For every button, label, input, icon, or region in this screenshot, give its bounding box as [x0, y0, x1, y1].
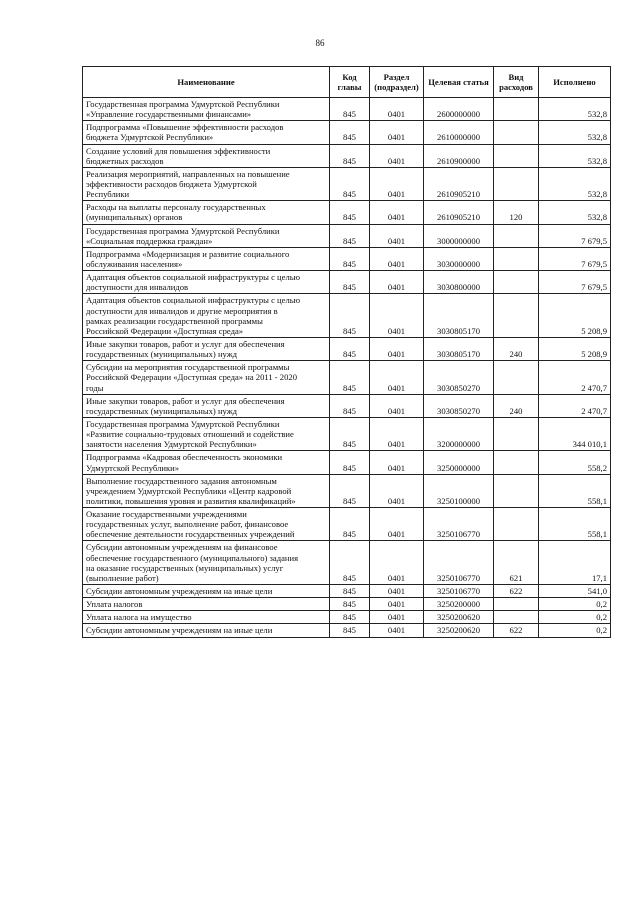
cell-section: 0401 — [370, 585, 424, 598]
cell-expense-type — [494, 417, 539, 450]
cell-target-article: 3030805170 — [424, 337, 494, 360]
table-body — [83, 98, 611, 638]
cell-name — [83, 294, 330, 338]
cell-executed: 532,8 — [539, 121, 611, 144]
cell-expense-type — [494, 451, 539, 474]
cell-chapter-code: 845 — [330, 294, 370, 338]
cell-chapter-code: 845 — [330, 508, 370, 541]
row-name-text: Уплата налога на имущество — [86, 612, 192, 623]
cell-executed: 7 679,5 — [539, 247, 611, 270]
table-row — [83, 247, 611, 270]
cell-section: 0401 — [370, 271, 424, 294]
table-row — [83, 611, 611, 624]
cell-expense-type — [494, 144, 539, 167]
cell-section: 0401 — [370, 224, 424, 247]
cell-executed: 0,2 — [539, 598, 611, 611]
table-row — [83, 144, 611, 167]
cell-executed: 7 679,5 — [539, 224, 611, 247]
cell-target-article: 3250100000 — [424, 474, 494, 507]
cell-target-article: 3250106770 — [424, 585, 494, 598]
page-number: 86 — [315, 38, 325, 48]
table-row — [83, 451, 611, 474]
cell-executed: 532,8 — [539, 167, 611, 200]
cell-target-article: 2610905210 — [424, 167, 494, 200]
cell-section: 0401 — [370, 541, 424, 585]
table-row — [83, 98, 611, 121]
table-row — [83, 394, 611, 417]
table-row — [83, 508, 611, 541]
cell-target-article: 2600000000 — [424, 98, 494, 121]
cell-expense-type: 120 — [494, 201, 539, 224]
cell-expense-type — [494, 611, 539, 624]
cell-expense-type — [494, 224, 539, 247]
cell-chapter-code: 845 — [330, 247, 370, 270]
cell-chapter-code: 845 — [330, 451, 370, 474]
cell-section: 0401 — [370, 474, 424, 507]
cell-section: 0401 — [370, 247, 424, 270]
cell-expense-type — [494, 98, 539, 121]
row-name-text: Субсидии автономным учреждениям на иные цели — [86, 625, 273, 636]
table-row — [83, 624, 611, 637]
cell-executed: 5 208,9 — [539, 337, 611, 360]
cell-section: 0401 — [370, 417, 424, 450]
table-row — [83, 361, 611, 394]
cell-target-article: 3000000000 — [424, 224, 494, 247]
cell-executed: 532,8 — [539, 144, 611, 167]
cell-chapter-code: 845 — [330, 224, 370, 247]
cell-target-article: 3250200620 — [424, 624, 494, 637]
cell-section: 0401 — [370, 624, 424, 637]
cell-name — [83, 598, 330, 611]
cell-chapter-code: 845 — [330, 598, 370, 611]
cell-target-article: 3030805170 — [424, 294, 494, 338]
cell-executed: 541,0 — [539, 585, 611, 598]
cell-executed: 17,1 — [539, 541, 611, 585]
cell-expense-type: 240 — [494, 337, 539, 360]
table-row — [83, 224, 611, 247]
cell-name — [83, 624, 330, 637]
cell-name — [83, 337, 330, 360]
cell-name — [83, 474, 330, 507]
header-expense-type: Вид расходов — [494, 67, 539, 98]
row-name-text: Субсидии автономным учреждениям на иные цели — [86, 586, 273, 597]
cell-executed: 558,1 — [539, 508, 611, 541]
row-name-text: Субсидии на мероприятия государственной программы Российской Федерации «Доступная среда» на 2011 - 2020 годы — [86, 362, 297, 393]
row-name-text: Иные закупки товаров, работ и услуг для обеспечения государственных (муниципальных) нужд — [86, 395, 285, 416]
header-section: Раздел (подраздел) — [370, 67, 424, 98]
cell-executed: 558,1 — [539, 474, 611, 507]
cell-name — [83, 361, 330, 394]
cell-section: 0401 — [370, 167, 424, 200]
cell-expense-type — [494, 121, 539, 144]
header-executed: Исполнено — [539, 67, 611, 98]
cell-chapter-code: 845 — [330, 394, 370, 417]
cell-expense-type: 240 — [494, 394, 539, 417]
cell-chapter-code: 845 — [330, 121, 370, 144]
cell-section: 0401 — [370, 598, 424, 611]
cell-target-article: 3250106770 — [424, 541, 494, 585]
table-row — [83, 201, 611, 224]
row-name-text: Подпрограмма «Кадровая обеспеченность экономики Удмуртской Республики» — [86, 452, 283, 473]
cell-name — [83, 224, 330, 247]
cell-section: 0401 — [370, 98, 424, 121]
cell-expense-type: 622 — [494, 624, 539, 637]
cell-name — [83, 144, 330, 167]
cell-chapter-code: 845 — [330, 167, 370, 200]
row-name-text: Государственная программа Удмуртской Республики «Социальная поддержка граждан» — [86, 225, 280, 246]
cell-executed: 0,2 — [539, 611, 611, 624]
cell-name — [83, 611, 330, 624]
cell-chapter-code: 845 — [330, 144, 370, 167]
cell-name — [83, 201, 330, 224]
table-row — [83, 541, 611, 585]
table-row — [83, 417, 611, 450]
row-name-text: Субсидии автономным учреждениям на финансовое обеспечение государственного (муниципального) задания на оказание государственных (муниципальных) услуг (выполнение работ) — [86, 542, 299, 583]
header-target-article: Целевая статья — [424, 67, 494, 98]
cell-expense-type — [494, 271, 539, 294]
cell-chapter-code: 845 — [330, 624, 370, 637]
cell-name — [83, 121, 330, 144]
cell-expense-type: 621 — [494, 541, 539, 585]
cell-chapter-code: 845 — [330, 541, 370, 585]
cell-expense-type — [494, 508, 539, 541]
cell-executed: 532,8 — [539, 98, 611, 121]
table-row — [83, 337, 611, 360]
row-name-text: Подпрограмма «Модернизация и развитие социального обслуживания населения» — [86, 248, 290, 269]
cell-target-article: 2610900000 — [424, 144, 494, 167]
cell-expense-type — [494, 361, 539, 394]
table-row — [83, 167, 611, 200]
cell-executed: 558,2 — [539, 451, 611, 474]
cell-chapter-code: 845 — [330, 271, 370, 294]
cell-expense-type — [494, 247, 539, 270]
cell-chapter-code: 845 — [330, 417, 370, 450]
cell-executed: 344 010,1 — [539, 417, 611, 450]
cell-section: 0401 — [370, 611, 424, 624]
cell-chapter-code: 845 — [330, 98, 370, 121]
cell-target-article: 3030850270 — [424, 361, 494, 394]
cell-section: 0401 — [370, 121, 424, 144]
cell-name — [83, 247, 330, 270]
cell-executed: 0,2 — [539, 624, 611, 637]
cell-chapter-code: 845 — [330, 361, 370, 394]
row-name-text: Расходы на выплаты персоналу государственных (муниципальных) органов — [86, 202, 266, 223]
table-row — [83, 294, 611, 338]
cell-section: 0401 — [370, 294, 424, 338]
cell-chapter-code: 845 — [330, 474, 370, 507]
row-name-text: Государственная программа Удмуртской Республики «Развитие социально-трудовых отношений и содействие занятости населения Удмуртской Республики» — [86, 418, 294, 450]
cell-expense-type — [494, 167, 539, 200]
cell-expense-type — [494, 294, 539, 338]
row-name-text: Адаптация объектов социальной инфраструктуры с целью доступности для инвалидов и другие мероприятия в рамках реализации государственной программы Российской Федерации «Доступная среда» — [86, 295, 301, 336]
cell-chapter-code: 845 — [330, 337, 370, 360]
row-name-text: Иные закупки товаров, работ и услуг для обеспечения государственных (муниципальных) нужд — [86, 338, 285, 360]
table-row — [83, 474, 611, 507]
row-name-text: Уплата налогов — [86, 599, 143, 610]
cell-name — [83, 451, 330, 474]
cell-chapter-code: 845 — [330, 201, 370, 224]
row-name-text: Создание условий для повышения эффективности бюджетных расходов — [86, 145, 271, 166]
cell-chapter-code: 845 — [330, 611, 370, 624]
row-name-text: Адаптация объектов социальной инфраструктуры с целью доступности для инвалидов — [86, 272, 301, 293]
cell-name — [83, 394, 330, 417]
row-name-text: Выполнение государственного задания автономным учреждением Удмуртской Республики «Центр кадровой политики, повышения уровня и развития квалификаций» — [86, 475, 296, 506]
cell-section: 0401 — [370, 361, 424, 394]
header-chapter-code: Код главы — [330, 67, 370, 98]
cell-section: 0401 — [370, 508, 424, 541]
cell-target-article: 3030000000 — [424, 247, 494, 270]
table-row — [83, 271, 611, 294]
cell-section: 0401 — [370, 337, 424, 360]
cell-executed: 2 470,7 — [539, 361, 611, 394]
cell-section: 0401 — [370, 144, 424, 167]
cell-expense-type: 622 — [494, 585, 539, 598]
cell-executed: 2 470,7 — [539, 394, 611, 417]
table-header-row — [83, 67, 611, 98]
cell-section: 0401 — [370, 451, 424, 474]
row-name-text: Государственная программа Удмуртской Республики «Управление государственными финансами» — [86, 99, 280, 120]
cell-target-article: 3250000000 — [424, 451, 494, 474]
cell-target-article: 3200000000 — [424, 417, 494, 450]
cell-target-article: 2610905210 — [424, 201, 494, 224]
cell-target-article: 3250200000 — [424, 598, 494, 611]
cell-name — [83, 271, 330, 294]
cell-name — [83, 417, 330, 450]
cell-name — [83, 508, 330, 541]
cell-executed: 532,8 — [539, 201, 611, 224]
table-row — [83, 121, 611, 144]
cell-section: 0401 — [370, 201, 424, 224]
row-name-text: Реализация мероприятий, направленных на повышение эффективности расходов бюджета Удмуртской Республики — [86, 168, 290, 200]
cell-target-article: 3030850270 — [424, 394, 494, 417]
cell-target-article: 3030800000 — [424, 271, 494, 294]
cell-target-article: 2610000000 — [424, 121, 494, 144]
cell-target-article: 3250200620 — [424, 611, 494, 624]
table-row — [83, 585, 611, 598]
row-name-text: Оказание государственными учреждениями государственных услуг, выполнение работ, финансовое обеспечение деятельности государственных учреждений — [86, 509, 295, 540]
cell-target-article: 3250106770 — [424, 508, 494, 541]
row-name-text: Подпрограмма «Повышение эффективности расходов бюджета Удмуртской Республики» — [86, 122, 284, 143]
cell-name — [83, 167, 330, 200]
cell-expense-type — [494, 598, 539, 611]
cell-name — [83, 98, 330, 121]
table-row — [83, 598, 611, 611]
cell-section: 0401 — [370, 394, 424, 417]
cell-name — [83, 585, 330, 598]
cell-name — [83, 541, 330, 585]
cell-executed: 5 208,9 — [539, 294, 611, 338]
cell-executed: 7 679,5 — [539, 271, 611, 294]
header-name: Наименование — [83, 67, 330, 98]
cell-chapter-code: 845 — [330, 585, 370, 598]
budget-execution-table — [82, 66, 611, 638]
cell-expense-type — [494, 474, 539, 507]
